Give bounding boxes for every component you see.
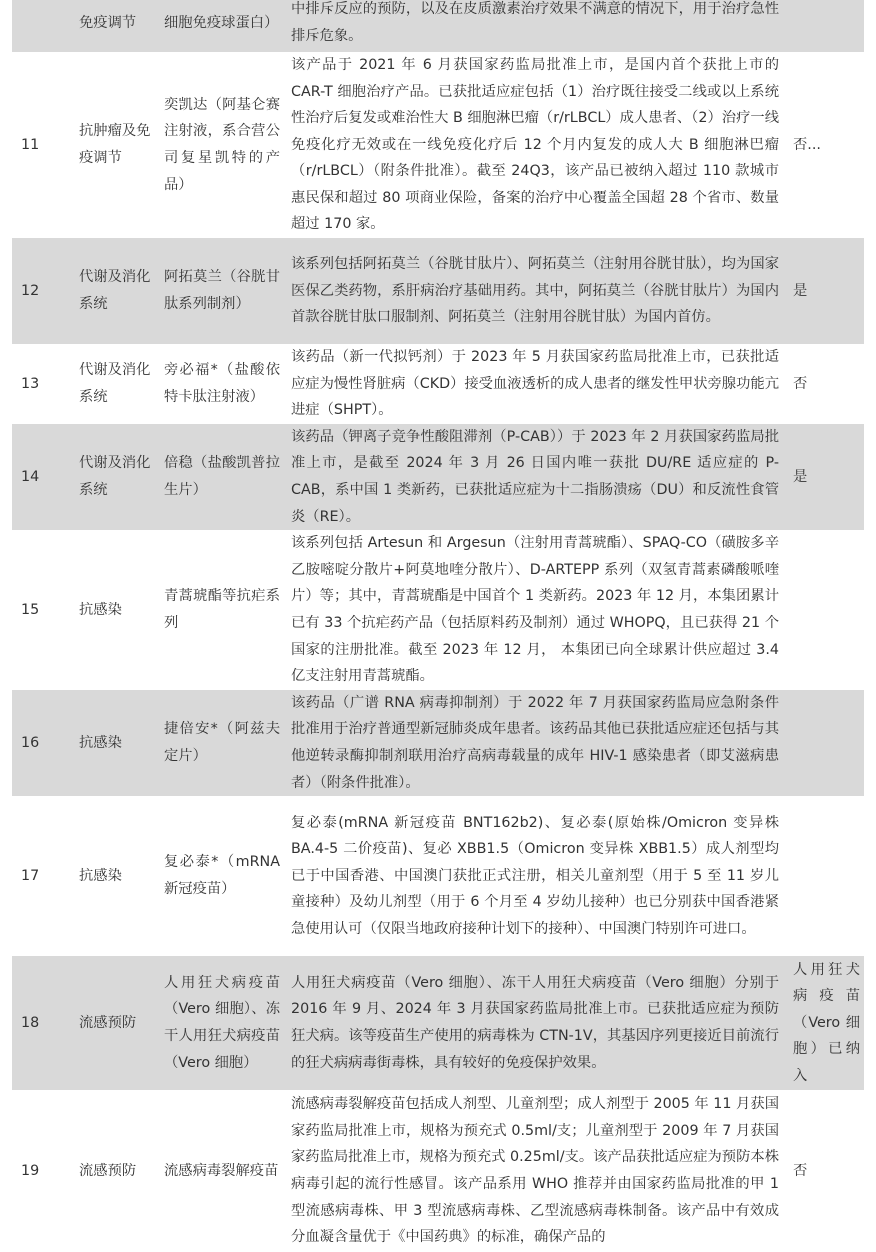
table-row xyxy=(12,1090,864,1252)
product-table xyxy=(12,0,864,1252)
product-description: 中排斥反应的预防，以及在皮质激素治疗效果不满意的情况下，用于治疗急性排斥危象。 xyxy=(291,1,779,44)
row-number: 15 xyxy=(21,601,40,618)
product-description: 该药品（钾离子竞争性酸阻滞剂（P-CAB））于 2023 年 2 月获国家药监局批准上市，是截至 2024 年 3 月 26 日国内唯一获批 DU/RE 适应症的 P-CAB，系中国 1 类新药，已获批适应症为十二指肠溃疡（DU）和反流性食管炎（RE）。 xyxy=(291,428,779,525)
product-description: 人用狂犬病疫苗（Vero 细胞）、冻干人用狂犬病疫苗（Vero 细胞）分别于 2016 年 9 月、2024 年 3 月获国家药监局批准上市。已获批适应症为预防狂犬病。该等疫苗生产使用的病毒株为 CTN-1V，其基因序列更接近目前流行的狂犬病病毒街毒株，具有较好的免疫保护效果。 xyxy=(291,974,779,1071)
insurance-status xyxy=(784,530,864,690)
insurance-status: 人用狂犬病疫苗（Vero 细胞）已纳入 xyxy=(793,961,860,1084)
row-number xyxy=(12,0,70,52)
table-row xyxy=(12,796,864,956)
row-number: 18 xyxy=(21,1014,40,1031)
table-row xyxy=(12,956,864,1090)
table-row xyxy=(12,344,864,424)
product-name: 旁必福*（盐酸依特卡肽注射液） xyxy=(164,362,280,405)
therapeutic-area: 抗感染 xyxy=(79,734,122,751)
row-number: 17 xyxy=(21,867,40,884)
row-number: 13 xyxy=(21,375,40,392)
row-number: 16 xyxy=(21,734,40,751)
therapeutic-area: 代谢及消化系统 xyxy=(79,269,151,312)
product-description: 该药品（新一代拟钙剂）于 2023 年 5 月获国家药监局批准上市，已获批适应症为慢性肾脏病（CKD）接受血液透析的成人患者的继发性甲状旁腺功能亢进症（SHPT）。 xyxy=(291,349,779,419)
product-description: 该系列包括阿拓莫兰（谷胱甘肽片）、阿拓莫兰（注射用谷胱甘肽），均为国家医保乙类药物，系肝病治疗基础用药。其中，阿拓莫兰（谷胱甘肽片）为国内首款谷胱甘肽口服制剂、阿拓莫兰（注射用谷胱甘肽）为国内首仿。 xyxy=(291,256,779,326)
row-number: 14 xyxy=(21,468,40,485)
row-number: 19 xyxy=(21,1162,40,1179)
product-name: 流感病毒裂解疫苗 xyxy=(164,1162,279,1179)
product-name: 倍稳（盐酸凯普拉生片） xyxy=(164,455,280,498)
table-row xyxy=(12,0,864,52)
product-name: 奕凯达（阿基仑赛注射液，系合营公司复星凯特的产品） xyxy=(164,96,280,193)
therapeutic-area: 流感预防 xyxy=(79,1014,137,1031)
therapeutic-area: 流感预防 xyxy=(79,1162,137,1179)
therapeutic-area: 免疫调节 xyxy=(79,14,137,31)
insurance-status: 否 xyxy=(793,1162,808,1179)
row-number: 11 xyxy=(21,136,40,153)
table-row xyxy=(12,238,864,344)
product-name: 细胞免疫球蛋白） xyxy=(164,14,279,31)
table-row xyxy=(12,530,864,690)
insurance-status: 否... xyxy=(793,136,821,153)
table-row xyxy=(12,52,864,238)
product-description: 该产品于 2021 年 6 月获国家药监局批准上市，是国内首个获批上市的 CAR-T 细胞治疗产品。已获批适应症包括（1）治疗既往接受二线或以上系统性治疗后复发或难治性大 B 细胞淋巴瘤（r/rLBCL）成人患者、（2）治疗一线免疫化疗无效或在一线免疫化疗后 12 个月内复发的成人大 B 细胞淋巴瘤（r/rLBCL）（附条件批准）。截至 24Q3，该产品已被纳入超过 110 款城市惠民保和超过 80 项商业保险，备案的治疗中心覆盖全国超 28 个省市、数量超过 170 家。 xyxy=(291,56,779,233)
product-description: 流感病毒裂解疫苗包括成人剂型、儿童剂型；成人剂型于 2005 年 11 月获国家药监局批准上市，规格为预充式 0.5ml/支；儿童剂型于 2009 年 7 月获国家药监局批准上市，规格为预充式 0.25ml/支。该产品获批适应症为预防本株病毒引起的流行性感冒。该产品系用 WHO 推荐并由国家药监局批准的甲 1 型流感病毒株、甲 3 型流感病毒株、乙型流感病毒株制备。该产品中有效成分血凝含量优于《中国药典》的标准，确保产品的 xyxy=(291,1096,779,1246)
therapeutic-area: 代谢及消化系统 xyxy=(79,362,151,405)
product-name: 青蒿琥酯等抗疟系列 xyxy=(164,588,280,631)
insurance-status xyxy=(784,690,864,796)
therapeutic-area: 抗肿瘤及免疫调节 xyxy=(79,123,151,166)
product-description: 该药品（广谱 RNA 病毒抑制剂）于 2022 年 7 月获国家药监局应急附条件批准用于治疗普通型新冠肺炎成年患者。该药品其他已获批适应症还包括与其他逆转录酶抑制剂联用治疗高病毒载量的成年 HIV-1 感染患者（即艾滋病患者）（附条件批准）。 xyxy=(291,694,779,791)
row-number: 12 xyxy=(21,282,40,299)
product-description: 该系列包括 Artesun 和 Argesun（注射用青蒿琥酯）、SPAQ-CO（磺胺多辛乙胺嘧啶分散片+阿莫地喹分散片）、D-ARTEPP 系列（双氢青蒿素磷酸哌喹片）等；其中，青蒿琥酯是中国首个 1 类新药。2023 年 12 月，本集团累计已有 33 个抗疟药产品（包括原料药及制剂）通过 WHOPQ，且已获得 21 个国家的注册批准。截至 2023 年 12 月， 本集团已向全球累计供应超过 3.4 亿支注射用青蒿琥酯。 xyxy=(291,535,779,685)
product-description: 复必泰(mRNA 新冠疫苗 BNT162b2)、复必泰(原始株/Omicron 变异株 BA.4-5 二价疫苗)、复必 XBB1.5（Omicron 变异株 XBB1.5）成人剂型均已于中国香港、中国澳门获批正式注册，相关儿童剂型（用于 5 至 11 岁儿童接种）及幼儿剂型（用于 6 个月至 4 岁幼儿接种）也已分别获中国香港紧急使用认可（仅限当地政府接种计划下的接种）、中国澳门特别许可进口。 xyxy=(291,814,779,937)
insurance-status xyxy=(784,0,864,52)
therapeutic-area: 代谢及消化系统 xyxy=(79,455,151,498)
therapeutic-area: 抗感染 xyxy=(79,867,122,884)
insurance-status: 是 xyxy=(793,282,808,299)
table-row xyxy=(12,424,864,530)
insurance-status: 是 xyxy=(793,468,808,485)
insurance-status xyxy=(784,796,864,956)
product-name: 阿拓莫兰（谷胱甘肽系列制剂） xyxy=(164,269,280,312)
insurance-status: 否 xyxy=(793,375,808,392)
therapeutic-area: 抗感染 xyxy=(79,601,122,618)
product-name: 人用狂犬病疫苗（Vero 细胞）、冻干人用狂犬病疫苗（Vero 细胞） xyxy=(164,974,280,1071)
product-name: 捷倍安*（阿兹夫定片） xyxy=(164,721,280,764)
table-row xyxy=(12,690,864,796)
product-name: 复必泰*（mRNA 新冠疫苗） xyxy=(164,854,280,897)
